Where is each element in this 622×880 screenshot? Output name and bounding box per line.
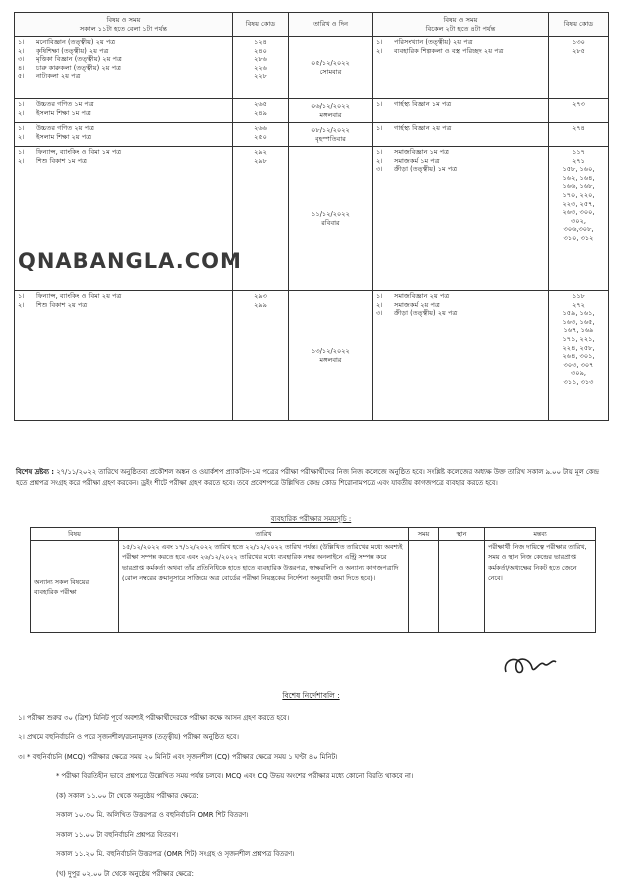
afternoon-subjects-cell <box>373 37 549 99</box>
exam-date: ০৬/১২/২০২২ <box>311 101 350 110</box>
subject-name: ক্রীড়া (তত্ত্বীয়) ২য় পত্র <box>394 309 458 318</box>
subject-number: ৩। <box>376 309 383 318</box>
subject-name: ফিন্যান্স, ব্যাংকিং ও বিমা ১ম পত্র <box>36 148 122 156</box>
subject-number: ২। <box>18 156 25 165</box>
instruction-line: (খ) দুপুর ০২.০০ টা থেকে অনুষ্ঠেয় পরীক্ষার ক্ষেত্রে: <box>56 870 194 878</box>
exam-date: ১৩/১২/২০২২ <box>311 346 350 355</box>
instruction-line: সকাল ১১.২০ মি. বহুনির্বাচনি উত্তরপত্র (OMR শিট) সংগ্রহ ও সৃজনশীল প্রশ্নপত্র বিতরণ। <box>56 850 295 858</box>
morning-codes-cell <box>233 99 289 123</box>
subject-item <box>18 301 229 310</box>
morning-subjects-cell <box>15 123 233 147</box>
subject-item <box>376 124 545 133</box>
subject-code: ৩০৬,৩০৮, <box>563 225 594 234</box>
subject-code: ১২৪ <box>254 38 267 46</box>
subject-item <box>18 55 229 64</box>
header-subject-label: বিষয় ও সময় <box>106 15 141 24</box>
subject-number: ৩। <box>18 55 25 64</box>
subject-name: ইসলাম শিক্ষা ২য় পত্র <box>36 132 92 141</box>
exam-date: ১১/১২/২০২২ <box>311 209 350 218</box>
exam-day: মঙ্গলবার <box>319 110 342 119</box>
morning-codes-cell <box>233 123 289 147</box>
subject-number: ২। <box>18 108 25 117</box>
afternoon-subjects-cell <box>373 291 549 421</box>
exam-schedule-table <box>14 12 609 421</box>
watermark-text: QNABANGLA.COM <box>18 249 242 273</box>
instruction-line: ১। পরীক্ষা শুরুর ৩০ (ত্রিশ) মিনিট পূর্বে অবশ্যই পরীক্ষার্থীদেরকে পরীক্ষা কক্ষে আসন গ্রহণ করতে হবে। <box>18 714 290 722</box>
practical-row <box>31 541 596 633</box>
afternoon-codes-cell <box>549 123 609 147</box>
practical-date-text: ১৫/১২/২০২২ এবং ১৭/১২/২০২২ তারিখ হতে ২২/১২/২০২২ তারিখ পর্যন্ত। (উল্লিখিত তারিখের মধ্যে অবশ্যই পরীক্ষা সম্পন্ন করতে হবে এবং ২৬/১২/২০২২ তারিখের মধ্যে ব্যবহারিক নম্বর অনলাইনে এন্ট্রি সম্পন্ন করে ভারপ্রাপ্ত কর্মকর্তা অথবা তাঁর প্রতিনিধিকে হাতে হাতে ব্যবহারিক উত্তরপত্র, স্বাক্ষরলিপি ও অন্যান্য কাগজপত্রাদি (রোল নম্বরের ক্রমানুসারে সাজিয়ে অত্র বোর্ডের পরীক্ষা নিয়ন্ত্রকের নির্দেশনা অনুযায়ী জমা দিতে হবে)। <box>119 541 409 633</box>
date-day-cell <box>289 123 373 147</box>
instruction-line: * পরীক্ষা বিরতিহীন ভাবে প্রশ্নপত্রে উল্লেখিত সময় পর্যন্ত চলবে। MCQ এবং CQ উভয় অংশের পরীক্ষার মধ্যে কোনো বিরতি থাকবে না। <box>56 772 414 780</box>
morning-subjects-cell <box>15 291 233 421</box>
subject-item <box>376 301 545 310</box>
subject-code: ২৬৬ <box>254 124 267 132</box>
morning-subjects-cell <box>15 37 233 99</box>
instruction-line: ৩। * বহুনির্বাচনি (MCQ) পরীক্ষার ক্ষেত্রে সময় ২০ মিনিট এবং সৃজনশীল (CQ) পরীক্ষার ক্ষেত্রে সময় ১ ঘণ্টা ৪০ মিনিট। <box>18 753 338 761</box>
subject-name: শিশু বিকাশ ২য় পত্র <box>36 300 88 309</box>
subject-code: ১৬৭, ১৬৯ <box>563 326 594 335</box>
subject-number: ১। <box>18 148 25 156</box>
instruction-line: সকাল ১১.০০ টা বহুনির্বাচনি প্রশ্নপত্র বিতরণ। <box>56 831 179 839</box>
subject-name: শিশু বিকাশ ১ম পত্র <box>36 156 87 165</box>
subject-code: ১৭১, ২২১, <box>562 334 595 343</box>
subject-name: সমাজবিজ্ঞান ১ম পত্র <box>394 148 449 156</box>
subject-item <box>376 148 545 157</box>
exam-day: মঙ্গলবার <box>319 355 342 364</box>
subject-code: ১৭০, ২২০, <box>562 190 595 199</box>
subject-number: ৪। <box>18 63 25 72</box>
morning-codes-cell <box>233 291 289 421</box>
exam-date: ০৮/১২/২০২২ <box>311 125 350 134</box>
practical-header-subject: বিষয় <box>31 528 119 541</box>
header-subject-code: বিষয় কোড <box>233 13 289 37</box>
exam-day: রবিবার <box>321 218 340 227</box>
subject-item <box>376 165 545 174</box>
subject-code: ২২৮ <box>254 72 267 81</box>
schedule-row <box>15 291 609 421</box>
subject-code: ১৬৬, ১৬৮, <box>562 182 595 191</box>
subject-name: উচ্চতর গণিত ১ম পত্র <box>36 100 94 108</box>
subject-name: কৃষিশিক্ষা (তত্ত্বীয়) ২য় পত্র <box>36 46 109 55</box>
special-note-text: ২৭/১১/২০২২ তারিখে অনুষ্ঠিতব্য প্রকৌশল অঙ্কন ও ওয়ার্কশপ প্র্যাকটিস-১ম পত্রের পরীক্ষা পরীক্ষার্থীদের নিজ নিজ কলেজে অনুষ্ঠিত হবে। সংশ্লিষ্ট কলেজের অধ্যক্ষ উক্ত তারিখ সকাল ৯.০০ টায় মূল কেন্দ্র হতে প্রশ্নপত্র সংগ্রহ করে পরীক্ষা গ্রহণ করবেন। ড্রইং শীটে পরীক্ষা গ্রহণ করতে হবে। তবে প্রবেশপত্রে উল্লিখিত কেন্দ্র কোড শিরোনামপত্রে এবং যাবতীয় কাগজপত্রে ব্যবহার করতে হবে। <box>16 468 599 487</box>
subject-name: পরিসংখ্যান (তত্ত্বীয়) ২য় পত্র <box>394 38 473 46</box>
instruction-line: সকাল ১০.৩০ মি. অলিখিত উত্তরপত্র ও বহুনির্বাচনি OMR শিট বিতরণ। <box>56 811 249 819</box>
subject-number: ৩। <box>376 165 383 174</box>
subject-code: ২২৩, ২৫৭, <box>562 199 595 208</box>
header-morning-subject <box>15 13 233 37</box>
subject-item <box>376 38 545 47</box>
subject-number: ১। <box>18 38 25 46</box>
subject-item <box>18 47 229 56</box>
subject-number: ১। <box>18 124 25 132</box>
subject-name: ক্রীড়া (তত্ত্বীয়) ১ম পত্র <box>394 165 458 174</box>
practical-time-cell <box>409 541 439 633</box>
subject-code: ৩১০, ৩১২ <box>563 233 594 242</box>
schedule-row <box>15 123 609 147</box>
practical-header-remarks: মন্তব্য <box>485 528 596 541</box>
date-day-cell <box>289 37 373 99</box>
practical-title <box>0 513 622 525</box>
subject-name: সমাজবিজ্ঞান ২য় পত্র <box>394 292 450 300</box>
subject-name: ব্যবহারিক শিল্পকলা ও বস্ত্র পরিচ্ছদ ২য় পত্র <box>394 46 504 55</box>
subject-code: ২৬৪, ৩০১, <box>562 352 595 361</box>
subject-code: ১১৭ <box>572 148 585 156</box>
subject-item <box>18 133 229 142</box>
practical-title-text: ব্যবহারিক পরীক্ষার সময়সূচি : <box>270 515 352 523</box>
header-date-day: তারিখ ও দিন <box>289 13 373 37</box>
afternoon-subjects-cell <box>373 147 549 291</box>
subject-code: ১১৮ <box>572 292 585 300</box>
header-subject-code-2: বিষয় কোড <box>549 13 609 37</box>
subject-number: ১। <box>376 124 383 132</box>
subject-name: গার্হস্থ্য বিজ্ঞান ২য় পত্র <box>394 124 452 132</box>
subject-item <box>18 157 229 166</box>
instructions-title-text: বিশেষ নির্দেশাবলি : <box>282 691 340 700</box>
subject-item <box>18 148 229 157</box>
practical-subject: অন্যান্য সকল বিষয়ের ব্যবহারিক পরীক্ষা <box>31 541 119 633</box>
date-day-cell <box>289 291 373 421</box>
header-subject-label: বিষয় ও সময় <box>443 15 478 24</box>
subject-code: ৩০২, <box>571 216 586 225</box>
practical-venue-cell <box>439 541 485 633</box>
subject-name: গার্হস্থ্য বিজ্ঞান ১ম পত্র <box>394 100 452 108</box>
exam-day: সোমবার <box>319 67 342 76</box>
subject-item <box>18 292 229 301</box>
schedule-header-row <box>15 13 609 37</box>
subject-item <box>376 157 545 166</box>
subject-item <box>18 64 229 73</box>
subject-code: ১৫৮, ১৬০, <box>562 165 595 174</box>
subject-item <box>376 309 545 318</box>
exam-day: বৃহস্পতিবার <box>315 134 346 143</box>
morning-codes-cell <box>233 37 289 99</box>
subject-name: মনোবিজ্ঞান (তত্ত্বীয়) ২য় পত্র <box>36 38 116 46</box>
subject-code: ১৬২, ১৬৪, <box>562 173 595 182</box>
schedule-row <box>15 99 609 123</box>
subject-number: ১। <box>18 292 25 300</box>
subject-code: ২৯৮ <box>254 156 267 165</box>
subject-code: ৩০৯, <box>571 369 586 378</box>
subject-number: ২। <box>376 300 383 309</box>
practical-header-time: সময় <box>409 528 439 541</box>
subject-item <box>376 292 545 301</box>
subject-code: ৩১১, ৩১৩ <box>563 377 594 386</box>
subject-number: ১। <box>376 38 383 46</box>
exam-date: ০৫/১২/২০২২ <box>311 58 350 67</box>
subject-item <box>376 100 545 109</box>
subject-name: সমাজকর্ম ১ম পত্র <box>394 156 440 165</box>
morning-subjects-cell <box>15 99 233 123</box>
subject-code: ১৩০ <box>572 38 585 46</box>
subject-name: ইসলাম শিক্ষা ১ম পত্র <box>36 108 91 117</box>
subject-item <box>18 124 229 133</box>
subject-code: ২৪৯ <box>254 108 267 117</box>
practical-table <box>30 527 596 633</box>
subject-code: ২২৬ <box>254 63 267 72</box>
date-day-cell <box>289 147 373 291</box>
subject-name: ফিন্যান্স, ব্যাংকিং ও বিমা ২য় পত্র <box>36 292 122 300</box>
subject-code: ২৯৩ <box>254 292 267 300</box>
instruction-line: ২। প্রথমে বহুনির্বাচনি ও পরে সৃজনশীল/রচনামূলক (তত্ত্বীয়) পরীক্ষা অনুষ্ঠিত হবে। <box>18 733 239 741</box>
subject-item <box>18 109 229 118</box>
afternoon-subjects-cell <box>373 99 549 123</box>
subject-code: ১৬৩, ১৬৫, <box>562 317 595 326</box>
subject-code: ২৮৬ <box>254 55 267 64</box>
subject-name: মৃত্তিকা বিজ্ঞান (তত্ত্বীয়) ২য় পত্র <box>36 55 122 64</box>
subject-name: উচ্চতর গণিত ২য় পত্র <box>36 124 94 132</box>
practical-header-row <box>31 528 596 541</box>
subject-code: ২৭২ <box>572 300 585 309</box>
signature-mark <box>500 650 560 680</box>
practical-header-date: তারিখ <box>119 528 409 541</box>
subject-number: ১। <box>376 100 383 108</box>
instruction-line: (ক) সকাল ১১.০০ টা থেকে অনুষ্ঠেয় পরীক্ষার ক্ষেত্রে: <box>56 792 199 800</box>
subject-number: ১। <box>18 100 25 108</box>
afternoon-codes-cell <box>549 291 609 421</box>
subject-code: ২৫০ <box>254 132 267 141</box>
subject-code: ২৭১ <box>572 156 585 165</box>
subject-number: ১। <box>376 148 383 156</box>
practical-header-venue: স্থান <box>439 528 485 541</box>
subject-code: ২৯৯ <box>254 300 267 309</box>
subject-number: ২। <box>376 46 383 55</box>
subject-code: ২৬৫ <box>254 100 267 108</box>
afternoon-codes-cell <box>549 99 609 123</box>
subject-code: ২৮৫ <box>572 46 585 55</box>
afternoon-codes-cell <box>549 147 609 291</box>
header-afternoon-time: বিকেল ২টা হতে ৪টা পর্যন্ত <box>425 24 496 33</box>
subject-code: ২৬৩, ৩০০, <box>562 208 595 217</box>
subject-name: চারু কারুকলা (তত্ত্বীয়) ২য় পত্র <box>36 63 121 72</box>
special-note-label: বিশেষ দ্রষ্টব্য : <box>16 468 55 476</box>
afternoon-subjects-cell <box>373 123 549 147</box>
subject-code: ২২৪, ২৫৮, <box>562 343 595 352</box>
subject-number: ৫। <box>18 72 25 81</box>
subject-number: ২। <box>18 300 25 309</box>
subject-item <box>18 38 229 47</box>
subject-number: ১। <box>376 292 383 300</box>
special-note <box>16 467 608 488</box>
subject-name: নাট্যকলা ২য় পত্র <box>36 72 81 81</box>
subject-code: ২৯২ <box>254 148 267 156</box>
practical-remarks: পরীক্ষার্থী নিজ দায়িত্বে পরীক্ষার তারিখ, সময় ও স্থান নিজ কেন্দ্রের ভারপ্রাপ্ত কর্মকর্তা/অধ্যক্ষের নিকট হতে জেনে নেবে। <box>485 541 596 633</box>
subject-item <box>376 47 545 56</box>
subject-number: ২। <box>18 46 25 55</box>
afternoon-codes-cell <box>549 37 609 99</box>
subject-item <box>18 72 229 81</box>
subject-code: ৩০৩, ৩০৭ <box>563 360 594 369</box>
subject-item <box>18 100 229 109</box>
subject-number: ২। <box>18 132 25 141</box>
subject-name: সমাজকর্ম ২য় পত্র <box>394 300 440 309</box>
header-morning-time: সকাল ১১টা হতে বেলা ১টা পর্যন্ত <box>79 24 168 33</box>
subject-code: ২৭৪ <box>572 124 585 132</box>
instructions-title <box>0 691 622 703</box>
subject-code: ১৫৯, ১৬১, <box>562 309 595 318</box>
date-day-cell <box>289 99 373 123</box>
subject-code: ২৪০ <box>254 46 267 55</box>
subject-number: ২। <box>376 156 383 165</box>
header-afternoon-subject <box>373 13 549 37</box>
schedule-row <box>15 37 609 99</box>
subject-code: ২৭৩ <box>572 100 585 108</box>
